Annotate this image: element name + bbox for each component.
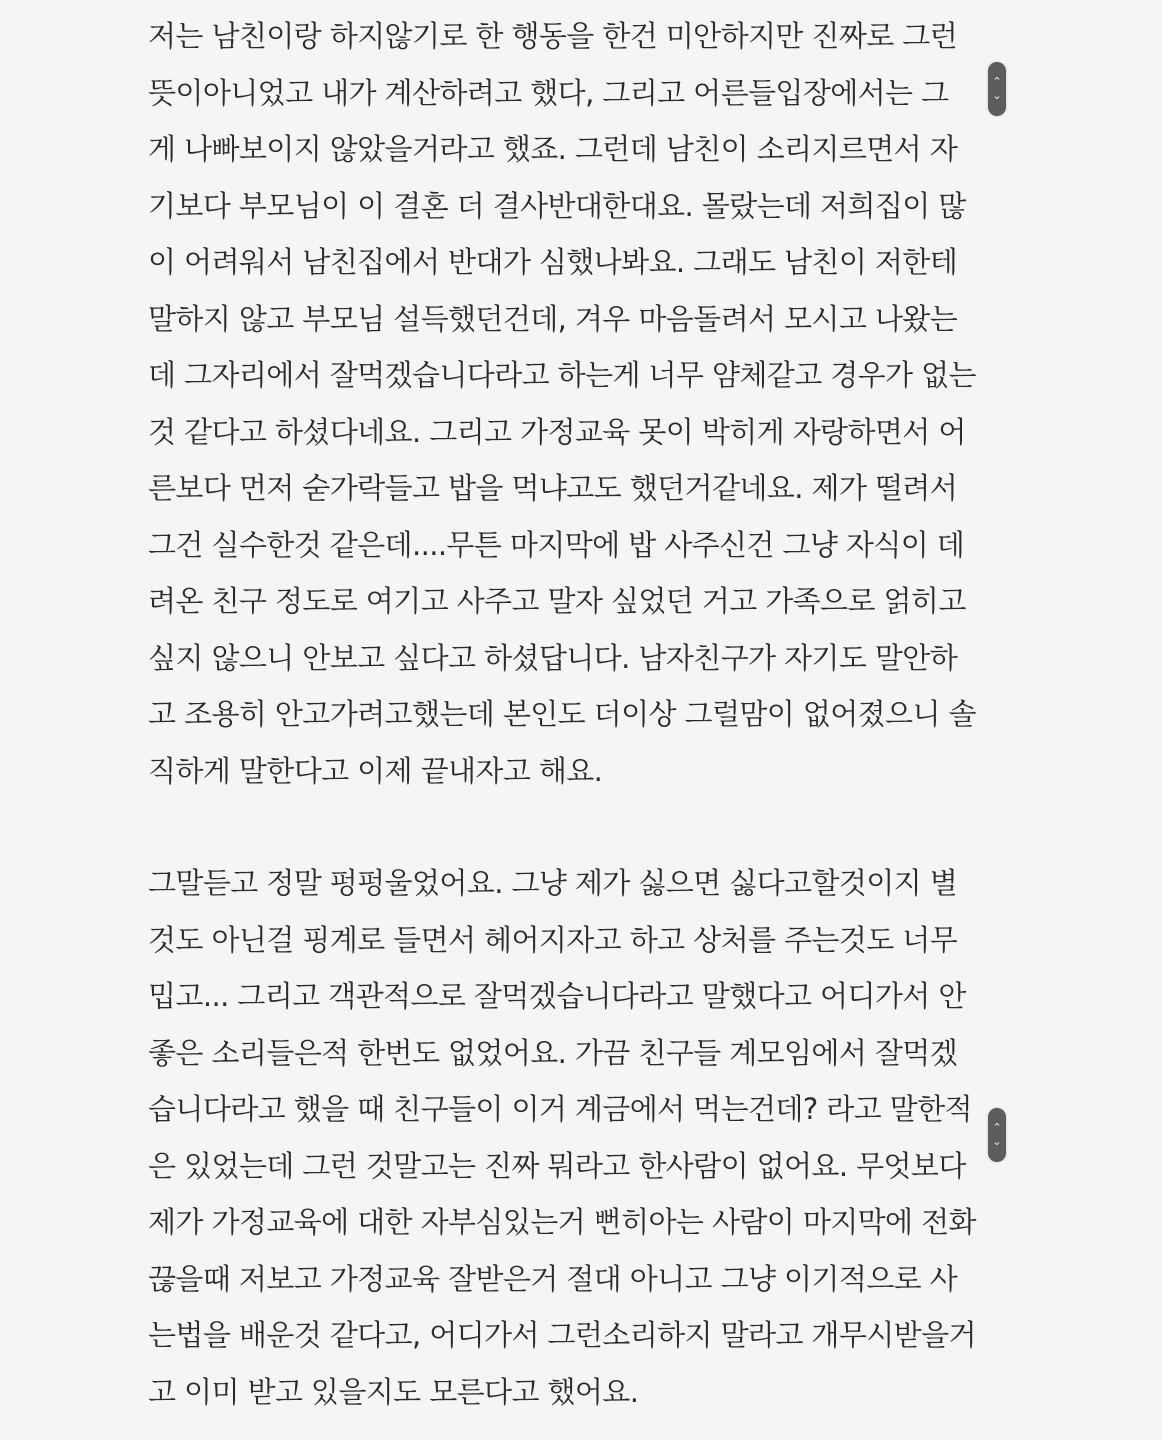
text-line: 제가 가정교육에 대한 자부심있는거 뻔히아는 사람이 마지막에 전화 bbox=[148, 1205, 976, 1239]
chevron-up-icon: ⌃ bbox=[992, 75, 1002, 88]
text-line: 이 어려워서 남친집에서 반대가 심했나봐요. 그래도 남친이 저한테 bbox=[148, 245, 958, 279]
scroll-handle-bottom[interactable] bbox=[988, 1108, 1006, 1162]
text-line: 그건 실수한것 같은데....무튼 마지막에 밥 사주신건 그냥 자식이 데 bbox=[148, 527, 965, 562]
text-line: 직하게 말한다고 이제 끝내자고 해요. bbox=[148, 753, 603, 788]
chevron-up-icon: ⌃ bbox=[992, 1121, 1002, 1134]
text-line: 는법을 배운것 같다고, 어디가서 그런소리하지 말라고 개무시받을거 bbox=[148, 1318, 976, 1352]
text-line: 고 이미 받고 있을지도 모른다고 했어요. bbox=[148, 1374, 639, 1409]
text-line: 은 있었는데 그런 것말고는 진짜 뭐라고 한사람이 없어요. 무엇보다 bbox=[148, 1148, 966, 1183]
text-line: 그말듣고 정말 펑펑울었어요. 그냥 제가 싫으면 싫다고할것이지 별 bbox=[148, 866, 958, 900]
faint-bleedthrough-left bbox=[82, 0, 122, 1440]
text-line: 싶지 않으니 안보고 싶다고 하셨답니다. 남자친구가 자기도 말안하 bbox=[148, 640, 958, 675]
chevron-down-icon: ⌄ bbox=[992, 89, 1002, 102]
text-line: 려온 친구 정도로 여기고 사주고 말자 싶었던 거고 가족으로 얽히고 bbox=[148, 584, 966, 618]
paragraph-gap bbox=[148, 799, 1018, 855]
text-line: 것도 아닌걸 핑계로 들면서 헤어지자고 하고 상처를 주는것도 너무 bbox=[148, 922, 958, 957]
text-line: 끊을때 저보고 가정교육 잘받은거 절대 아니고 그냥 이기적으로 사 bbox=[148, 1261, 958, 1296]
text-line: 좋은 소리들은적 한번도 없었어요. 가끔 친구들 계모임에서 잘먹겠 bbox=[148, 1035, 958, 1070]
article-body bbox=[148, 8, 1018, 1420]
text-line: 데 그자리에서 잘먹겠습니다라고 하는게 너무 얌체같고 경우가 없는 bbox=[148, 358, 976, 392]
paragraph-2 bbox=[148, 855, 1018, 1420]
chevron-down-icon: ⌄ bbox=[992, 1135, 1002, 1148]
paragraph-1 bbox=[148, 8, 1018, 799]
text-line: 밉고... 그리고 객관적으로 잘먹겠습니다라고 말했다고 어디가서 안 bbox=[148, 979, 966, 1013]
text-line: 게 나빠보이지 않았을거라고 했죠. 그런데 남친이 소리지르면서 자 bbox=[148, 132, 958, 166]
text-line: 고 조용히 안고가려고했는데 본인도 더이상 그럴맘이 없어졌으니 솔 bbox=[148, 697, 976, 731]
text-line: 것 같다고 하셨다네요. 그리고 가정교육 못이 박히게 자랑하면서 어 bbox=[148, 414, 966, 449]
faint-bleedthrough-right bbox=[1035, 0, 1075, 1440]
text-line: 뜻이아니었고 내가 계산하려고 했다, 그리고 어른들입장에서는 그 bbox=[148, 75, 949, 110]
text-line: 른보다 먼저 숟가락들고 밥을 먹냐고도 했던거같네요. 제가 떨려서 bbox=[148, 471, 958, 505]
scroll-handle-top[interactable] bbox=[988, 62, 1006, 116]
text-line: 저는 남친이랑 하지않기로 한 행동을 한건 미안하지만 진짜로 그런 bbox=[148, 19, 958, 53]
text-line: 말하지 않고 부모님 설득했던건데, 겨우 마음돌려서 모시고 나왔는 bbox=[148, 301, 958, 336]
text-line: 습니다라고 했을 때 친구들이 이거 계금에서 먹는건데? 라고 말한적 bbox=[148, 1092, 972, 1126]
text-line: 기보다 부모님이 이 결혼 더 결사반대한대요. 몰랐는데 저희집이 많 bbox=[148, 188, 966, 223]
